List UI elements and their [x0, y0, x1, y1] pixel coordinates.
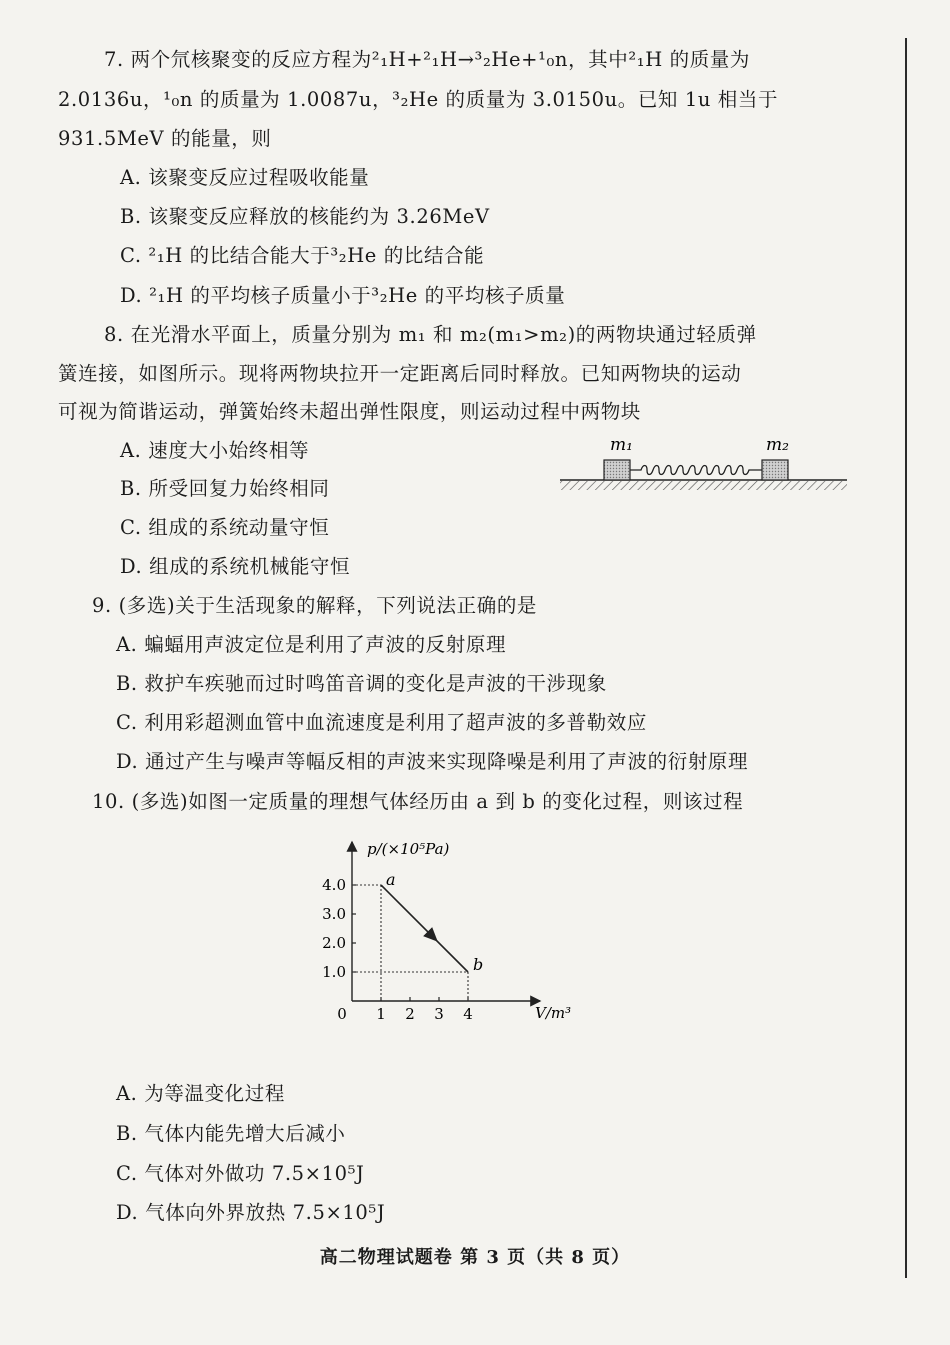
- direction-arrow: [433, 937, 436, 940]
- q8-line-3: 可视为简谐运动，弹簧始终未超出弹性限度，则运动过程中两物块: [58, 400, 641, 423]
- q10-option-a: A. 为等温变化过程: [116, 1082, 285, 1105]
- y-tick-label-2.0: 2.0: [322, 934, 346, 952]
- pv-diagram: [315, 830, 595, 1030]
- q7-line-3: 931.5MeV 的能量，则: [58, 127, 272, 150]
- q10-option-c: C. 气体对外做功 7.5×10⁵J: [116, 1162, 365, 1185]
- q10-option-b: B. 气体内能先增大后减小: [116, 1122, 346, 1145]
- q7-line-1: 7. 两个氘核聚变的反应方程为²₁H+²₁H→³₂He+¹₀n，其中²₁H 的质量为: [104, 48, 751, 71]
- q8-option-a: A. 速度大小始终相等: [120, 439, 310, 462]
- x-tick-label-4: 4: [463, 1005, 473, 1023]
- spring-mass-figure: [555, 428, 855, 498]
- x-tick-label-3: 3: [434, 1005, 444, 1023]
- q10-option-d: D. 气体向外界放热 7.5×10⁵J: [116, 1201, 386, 1224]
- q9-option-c: C. 利用彩超测血管中血流速度是利用了超声波的多普勒效应: [116, 711, 647, 734]
- x-axis-label: V/m³: [535, 1004, 572, 1022]
- q7-option-c: C. ²₁H 的比结合能大于³₂He 的比结合能: [120, 244, 485, 267]
- y-tick-label-1.0: 1.0: [322, 963, 346, 981]
- q9-option-d: D. 通过产生与噪声等幅反相的声波来实现降噪是利用了声波的衍射原理: [116, 750, 749, 773]
- x-tick-label-0: 0: [337, 1005, 347, 1023]
- q9-option-a: A. 蝙蝠用声波定位是利用了声波的反射原理: [116, 633, 507, 656]
- q7-line-2: 2.0136u，¹₀n 的质量为 1.0087u，³₂He 的质量为 3.0150u。已知 1u 相当于: [58, 88, 779, 111]
- point-label-a: a: [386, 870, 396, 889]
- q7-option-d: D. ²₁H 的平均核子质量小于³₂He 的平均核子质量: [120, 284, 566, 307]
- y-axis-label: p/(×10⁵Pa): [367, 840, 450, 858]
- margin-rule: [905, 38, 907, 1278]
- q7-option-a: A. 该聚变反应过程吸收能量: [120, 166, 370, 189]
- page-footer: 高二物理试题卷 第 3 页（共 8 页）: [319, 1247, 631, 1268]
- q9-line-1: 9. (多选)关于生活现象的解释，下列说法正确的是: [92, 594, 538, 617]
- y-tick-label-4.0: 4.0: [322, 876, 346, 894]
- ground-hatch: [560, 481, 847, 490]
- process-line: [381, 885, 468, 972]
- label-m1: m₁: [610, 435, 633, 455]
- q10-line-1: 10. (多选)如图一定质量的理想气体经历由 a 到 b 的变化过程，则该过程: [92, 790, 744, 813]
- q8-option-d: D. 组成的系统机械能守恒: [120, 555, 351, 578]
- q9-option-b: B. 救护车疾驰而过时鸣笛音调的变化是声波的干涉现象: [116, 672, 607, 695]
- label-m2: m₂: [766, 435, 789, 455]
- point-label-b: b: [473, 955, 484, 974]
- q8-line-1: 8. 在光滑水平面上，质量分别为 m₁ 和 m₂(m₁>m₂)的两物块通过轻质弹: [104, 323, 757, 346]
- x-tick-label-2: 2: [405, 1005, 415, 1023]
- block-m2: [762, 460, 788, 480]
- q8-option-c: C. 组成的系统动量守恒: [120, 516, 330, 539]
- q8-line-2: 簧连接，如图所示。现将两物块拉开一定距离后同时释放。已知两物块的运动: [58, 362, 742, 385]
- q7-option-b: B. 该聚变反应释放的核能约为 3.26MeV: [120, 205, 490, 228]
- block-m1: [604, 460, 630, 480]
- y-tick-label-3.0: 3.0: [322, 905, 346, 923]
- q8-option-b: B. 所受回复力始终相同: [120, 477, 330, 500]
- spring: [630, 466, 762, 475]
- x-tick-label-1: 1: [376, 1005, 386, 1023]
